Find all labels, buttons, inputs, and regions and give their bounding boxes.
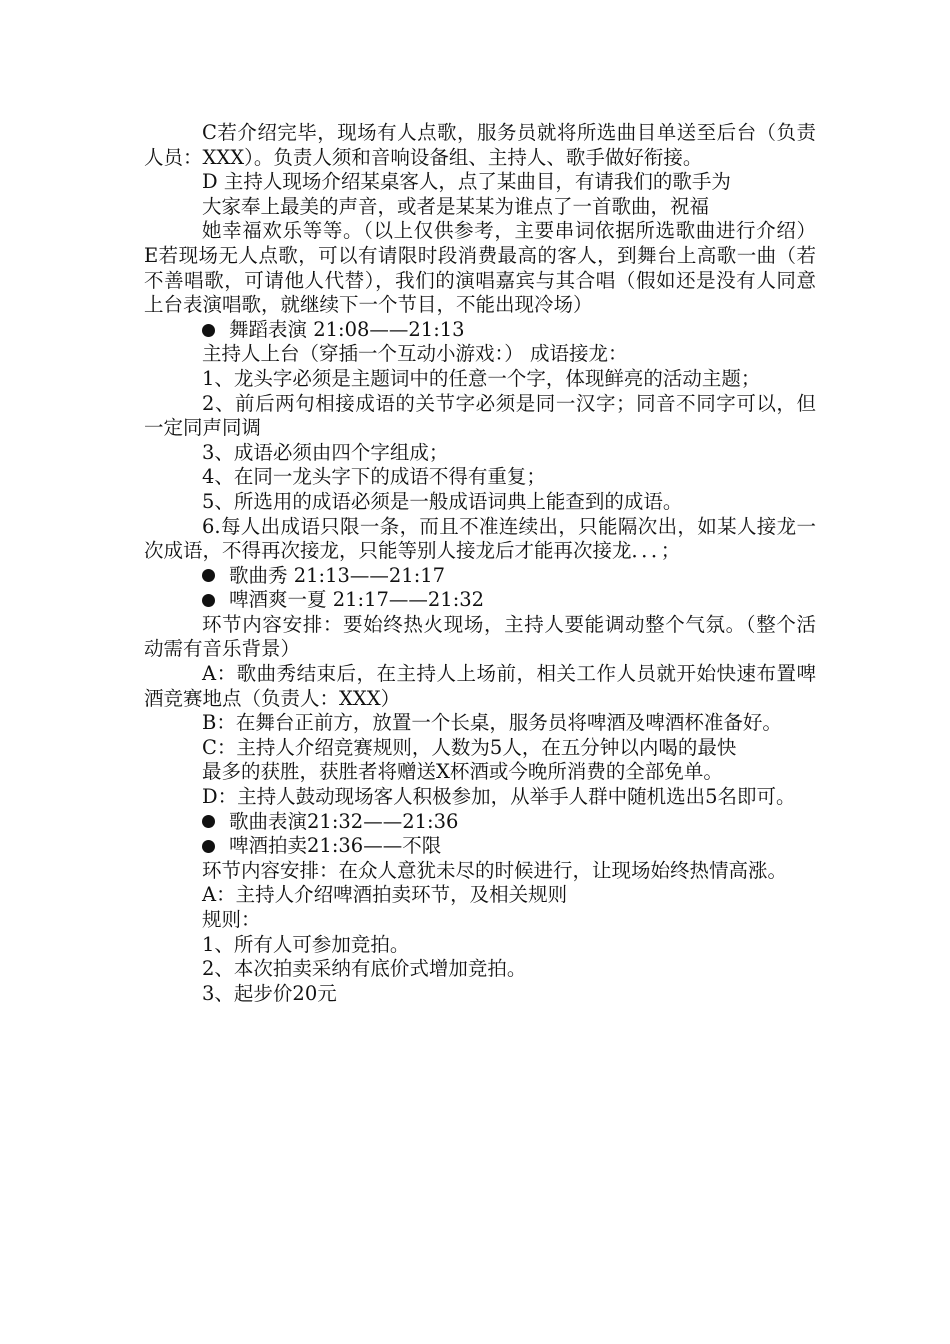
paragraph: 3、起步价20元 xyxy=(202,981,337,1005)
bullet-icon xyxy=(202,569,215,582)
paragraph: 5、所选用的成语必须是一般成语词典上能查到的成语。 xyxy=(202,489,683,513)
paragraph: 3、成语必须由四个字组成； xyxy=(202,440,449,464)
bullet-item xyxy=(144,810,816,835)
paragraph: 环节内容安排：要始终热火现场，主持人要能调动整个气氛。（整个活动需有音乐背景） xyxy=(144,612,816,661)
paragraph: C：主持人介绍竞赛规则，人数为5人，在五分钟以内喝的最快 xyxy=(202,735,737,759)
bullet-item xyxy=(144,588,816,613)
paragraph: 规则： xyxy=(202,908,261,931)
document-body xyxy=(144,121,816,1006)
bullet-text: 啤酒拍卖21:36——不限 xyxy=(229,834,442,858)
bullet-text: 舞蹈表演 21:08——21:13 xyxy=(229,317,465,341)
paragraph: 2、本次拍卖采纳有底价式增加竞拍。 xyxy=(202,957,527,981)
paragraph: 4、在同一龙头字下的成语不得有重复； xyxy=(202,465,546,489)
bullet-item xyxy=(144,564,816,589)
paragraph: 大家奉上最美的声音，或者是某某为谁点了一首歌曲，祝福 xyxy=(202,194,710,218)
paragraph: 主持人上台（穿插一个互动小游戏：） 成语接龙： xyxy=(202,342,628,366)
paragraph: D：主持人鼓动现场客人积极参加，从举手人群中随机选出5名即可。 xyxy=(202,785,796,809)
bullet-item xyxy=(144,318,816,343)
bullet-icon xyxy=(202,594,215,607)
paragraph: 最多的获胜，获胜者将赠送X杯酒或今晚所消费的全部免单。 xyxy=(202,760,723,784)
paragraph: A：歌曲秀结束后，在主持人上场前，相关工作人员就开始快速布置啤酒竞赛地点（负责人：XXX） xyxy=(144,662,816,710)
paragraph: 6.每人出成语只限一条，而且不准连续出，只能隔次出，如某人接龙一次成语，不得再次接龙，只能等别人接龙后才能再次接龙．．．； xyxy=(144,514,816,563)
bullet-text: 啤酒爽一夏 21:17——21:32 xyxy=(229,588,485,612)
paragraph: A：主持人介绍啤酒拍卖环节，及相关规则 xyxy=(202,883,568,907)
paragraph: 环节内容安排：在众人意犹未尽的时候进行，让现场始终热情高涨。 xyxy=(202,858,788,882)
paragraph: 她幸福欢乐等等。（以上仅供参考，主要串词依据所选歌曲进行介绍） E若现场无人点歌，可以有请限时段消费最高的客人，到舞台上高歌一曲（若不善唱歌，可请他人代替），我们的演唱嘉宾与其合唱（假如还是没有人同意上台表演唱歌，就继续下一个节目，不能出现冷场） xyxy=(144,219,816,317)
paragraph: 2、前后两句相接成语的关节字必须是同一汉字；同音不同字可以，但一定同声同调 xyxy=(144,391,816,440)
paragraph: 1、龙头字必须是主题词中的任意一个字，体现鲜亮的活动主题； xyxy=(202,366,761,390)
paragraph: C若介绍完毕，现场有人点歌，服务员就将所选曲目单送至后台（负责人员：XXX）。负责人须和音响设备组、主持人、歌手做好衔接。 xyxy=(144,121,816,169)
bullet-text: 歌曲秀 21:13——21:17 xyxy=(229,563,446,587)
paragraph: D 主持人现场介绍某桌客人，点了某曲目，有请我们的歌手为 xyxy=(202,170,731,194)
bullet-item xyxy=(144,834,816,859)
bullet-icon xyxy=(202,324,215,337)
bullet-icon xyxy=(202,840,215,853)
paragraph: B：在舞台正前方，放置一个长桌，服务员将啤酒及啤酒杯准备好。 xyxy=(202,711,782,735)
paragraph: 1、所有人可参加竞拍。 xyxy=(202,932,410,956)
bullet-text: 歌曲表演21:32——21:36 xyxy=(229,809,459,833)
bullet-icon xyxy=(202,815,215,828)
